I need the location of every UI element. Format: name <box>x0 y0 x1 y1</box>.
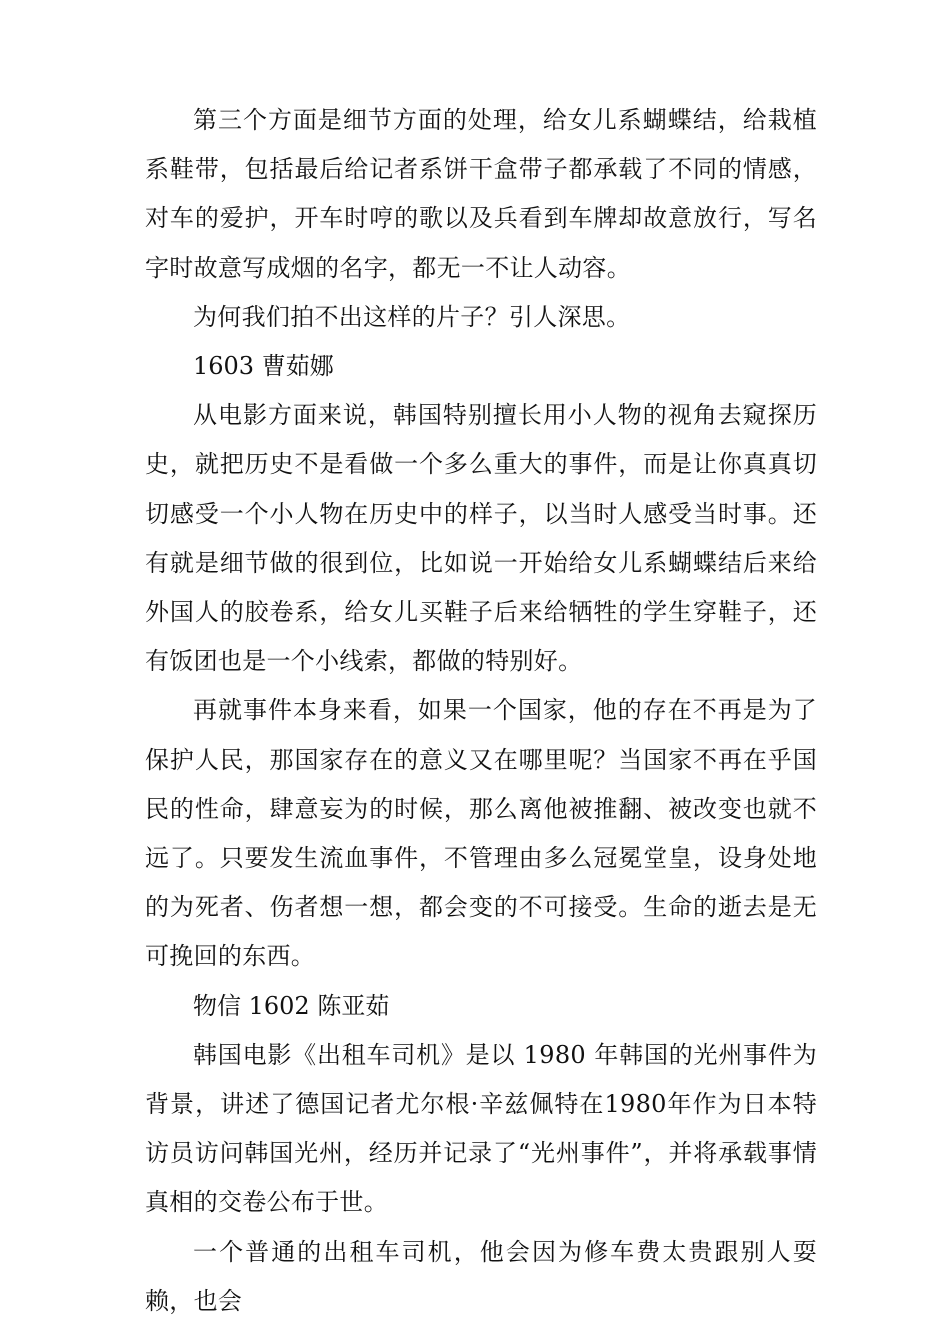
paragraph-reflection: 为何我们拍不出这样的片子？引人深思。 <box>193 302 631 331</box>
author-heading-cao: 1603 曹茹娜 <box>193 352 334 381</box>
paragraph-event-view: 再就事件本身来看，如果一个国家，他的存在不再是为了保护人民，那国家存在的意义又在哪里呢？当国家不再在乎国民的性命，肆意妄为的时候，那么离他被推翻、被改变也就不远了。只要发生流血事件，不管理由多么冠冕堂皇，设身处地的为死者、伤者想一想，都会变的不可接受。生命的逝去是无可挽回的东西。 <box>145 696 817 971</box>
author-heading-chen: 物信 1602 陈亚茹 <box>193 991 390 1020</box>
paragraph-detail-handling: 第三个方面是细节方面的处理，给女儿系蝴蝶结，给栽植系鞋带，包括最后给记者系饼干盒带子都承载了不同的情感，对车的爱护，开车时哼的歌以及兵看到车牌却故意放行，写名字时故意写成烟的名字，都无一不让人动容。 <box>145 106 817 282</box>
document-page <box>145 96 817 1326</box>
paragraph-taxi-driver: 一个普通的出租车司机，他会因为修车费太贵跟别人耍赖，也会 <box>145 1237 817 1315</box>
paragraph-film-perspective: 从电影方面来说，韩国特别擅长用小人物的视角去窥探历史，就把历史不是看做一个多么重大的事件，而是让你真真切切感受一个小人物在历史中的样子，以当时人感受当时事。还有就是细节做的很到位，比如说一开始给女儿系蝴蝶结后来给外国人的胶卷系，给女儿买鞋子后来给牺牲的学生穿鞋子，还有饭团也是一个小线索，都做的特别好。 <box>145 401 817 676</box>
paragraph-film-background: 韩国电影《出租车司机》是以 1980 年韩国的光州事件为背景，讲述了德国记者尤尔根·辛兹佩特在1980年作为日本特访员访问韩国光州，经历并记录了“光州事件”，并将承载事情真相的交卷公布于世。 <box>145 1040 817 1217</box>
